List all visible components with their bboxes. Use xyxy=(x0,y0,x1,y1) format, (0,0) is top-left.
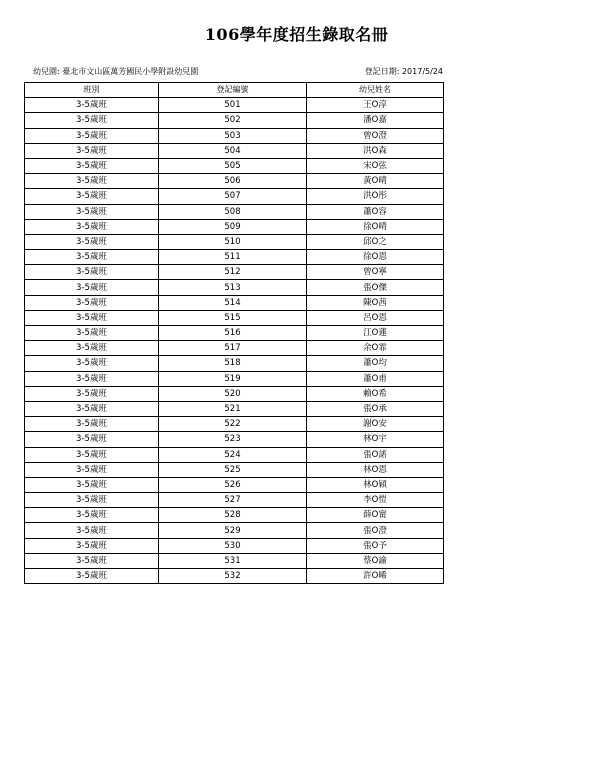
child-name-cell: 蔡O諭 xyxy=(307,553,444,568)
reg-no-cell: 501 xyxy=(159,98,307,113)
document-meta xyxy=(33,66,443,78)
class-cell: 3-5歲班 xyxy=(25,128,159,143)
child-name-cell: 潘O嘉 xyxy=(307,113,444,128)
child-name-cell: 黃O晴 xyxy=(307,174,444,189)
page-title: 106學年度招生錄取名冊 xyxy=(204,25,389,44)
reg-no-cell: 514 xyxy=(159,295,307,310)
child-name-cell: 張O予 xyxy=(307,538,444,553)
reg-no-cell: 513 xyxy=(159,280,307,295)
class-cell: 3-5歲班 xyxy=(25,250,159,265)
reg-no-cell: 510 xyxy=(159,234,307,249)
child-name-cell: 王O淳 xyxy=(307,98,444,113)
table-row xyxy=(25,569,444,584)
class-cell: 3-5歲班 xyxy=(25,553,159,568)
reg-no-cell: 519 xyxy=(159,371,307,386)
table-row xyxy=(25,280,444,295)
reg-no-cell: 530 xyxy=(159,538,307,553)
reg-no-cell: 532 xyxy=(159,569,307,584)
child-name-cell: 徐O恩 xyxy=(307,250,444,265)
class-cell: 3-5歲班 xyxy=(25,326,159,341)
table-row xyxy=(25,493,444,508)
reg-no-cell: 502 xyxy=(159,113,307,128)
class-cell: 3-5歲班 xyxy=(25,234,159,249)
child-name-cell: 張O澄 xyxy=(307,523,444,538)
child-name-cell: 李O愷 xyxy=(307,493,444,508)
child-name-cell: 蕭O容 xyxy=(307,204,444,219)
table-row xyxy=(25,371,444,386)
reg-no-cell: 503 xyxy=(159,128,307,143)
child-name-cell: 洪O彤 xyxy=(307,189,444,204)
class-cell: 3-5歲班 xyxy=(25,493,159,508)
child-name-cell: 呂O恩 xyxy=(307,310,444,325)
child-name-cell: 江O蓮 xyxy=(307,326,444,341)
table-row xyxy=(25,189,444,204)
child-name-cell: 林O恩 xyxy=(307,462,444,477)
class-cell: 3-5歲班 xyxy=(25,477,159,492)
table-row xyxy=(25,310,444,325)
class-cell: 3-5歲班 xyxy=(25,280,159,295)
table-row xyxy=(25,204,444,219)
table-row xyxy=(25,477,444,492)
table-body xyxy=(25,98,444,584)
table-row xyxy=(25,250,444,265)
reg-no-cell: 507 xyxy=(159,189,307,204)
table-row xyxy=(25,341,444,356)
child-name-cell: 徐O晴 xyxy=(307,219,444,234)
table-row xyxy=(25,417,444,432)
child-name-cell: 蕭O均 xyxy=(307,356,444,371)
child-name-cell: 邱O之 xyxy=(307,234,444,249)
reg-no-cell: 506 xyxy=(159,174,307,189)
reg-no-cell: 508 xyxy=(159,204,307,219)
table-row xyxy=(25,295,444,310)
table-row xyxy=(25,174,444,189)
class-cell: 3-5歲班 xyxy=(25,356,159,371)
table-row xyxy=(25,128,444,143)
class-cell: 3-5歲班 xyxy=(25,98,159,113)
table-row xyxy=(25,386,444,401)
reg-no-cell: 520 xyxy=(159,386,307,401)
table-row xyxy=(25,234,444,249)
reg-no-cell: 531 xyxy=(159,553,307,568)
table-row xyxy=(25,326,444,341)
child-name-cell: 洪O森 xyxy=(307,143,444,158)
reg-no-cell: 526 xyxy=(159,477,307,492)
class-cell: 3-5歲班 xyxy=(25,432,159,447)
reg-no-cell: 511 xyxy=(159,250,307,265)
reg-no-cell: 505 xyxy=(159,158,307,173)
table-row xyxy=(25,538,444,553)
reg-no-cell: 527 xyxy=(159,493,307,508)
reg-no-cell: 523 xyxy=(159,432,307,447)
class-cell: 3-5歲班 xyxy=(25,143,159,158)
class-cell: 3-5歲班 xyxy=(25,204,159,219)
child-name-cell: 張O諾 xyxy=(307,447,444,462)
registration-date: 登記日期: 2017/5/24 xyxy=(364,67,443,76)
reg-no-cell: 504 xyxy=(159,143,307,158)
column-header-reg-no: 登記編號 xyxy=(159,83,307,98)
table-row xyxy=(25,432,444,447)
class-cell: 3-5歲班 xyxy=(25,113,159,128)
child-name-cell: 余O霏 xyxy=(307,341,444,356)
school-label: 幼兒園: 臺北市文山區萬芳國民小學附設幼兒園 xyxy=(33,67,199,76)
column-header-class: 班別 xyxy=(25,83,159,98)
reg-no-cell: 522 xyxy=(159,417,307,432)
table-row xyxy=(25,401,444,416)
class-cell: 3-5歲班 xyxy=(25,447,159,462)
child-name-cell: 許O晞 xyxy=(307,569,444,584)
child-name-cell: 張O傑 xyxy=(307,280,444,295)
reg-no-cell: 509 xyxy=(159,219,307,234)
reg-no-cell: 521 xyxy=(159,401,307,416)
admission-table xyxy=(24,82,444,584)
class-cell: 3-5歲班 xyxy=(25,219,159,234)
class-cell: 3-5歲班 xyxy=(25,265,159,280)
child-name-cell: 謝O安 xyxy=(307,417,444,432)
class-cell: 3-5歲班 xyxy=(25,158,159,173)
child-name-cell: 林O穎 xyxy=(307,477,444,492)
table-row xyxy=(25,462,444,477)
class-cell: 3-5歲班 xyxy=(25,371,159,386)
class-cell: 3-5歲班 xyxy=(25,295,159,310)
table-row xyxy=(25,508,444,523)
class-cell: 3-5歲班 xyxy=(25,569,159,584)
table-row xyxy=(25,356,444,371)
column-header-child-name: 幼兒姓名 xyxy=(307,83,444,98)
class-cell: 3-5歲班 xyxy=(25,310,159,325)
class-cell: 3-5歲班 xyxy=(25,523,159,538)
child-name-cell: 陳O茜 xyxy=(307,295,444,310)
reg-no-cell: 524 xyxy=(159,447,307,462)
class-cell: 3-5歲班 xyxy=(25,189,159,204)
table-row xyxy=(25,265,444,280)
child-name-cell: 曾O寧 xyxy=(307,265,444,280)
child-name-cell: 曾O澄 xyxy=(307,128,444,143)
table-row xyxy=(25,98,444,113)
table-row xyxy=(25,113,444,128)
reg-no-cell: 515 xyxy=(159,310,307,325)
reg-no-cell: 518 xyxy=(159,356,307,371)
class-cell: 3-5歲班 xyxy=(25,538,159,553)
reg-no-cell: 525 xyxy=(159,462,307,477)
reg-no-cell: 529 xyxy=(159,523,307,538)
child-name-cell: 賴O希 xyxy=(307,386,444,401)
class-cell: 3-5歲班 xyxy=(25,508,159,523)
child-name-cell: 張O承 xyxy=(307,401,444,416)
class-cell: 3-5歲班 xyxy=(25,341,159,356)
table-row xyxy=(25,523,444,538)
child-name-cell: 薛O甯 xyxy=(307,508,444,523)
class-cell: 3-5歲班 xyxy=(25,417,159,432)
child-name-cell: 蕭O甫 xyxy=(307,371,444,386)
table-row xyxy=(25,143,444,158)
table-row xyxy=(25,447,444,462)
class-cell: 3-5歲班 xyxy=(25,174,159,189)
class-cell: 3-5歲班 xyxy=(25,462,159,477)
table-header-row xyxy=(25,83,444,98)
class-cell: 3-5歲班 xyxy=(25,386,159,401)
child-name-cell: 林O宇 xyxy=(307,432,444,447)
reg-no-cell: 517 xyxy=(159,341,307,356)
reg-no-cell: 512 xyxy=(159,265,307,280)
table-row xyxy=(25,219,444,234)
reg-no-cell: 528 xyxy=(159,508,307,523)
child-name-cell: 宋O弦 xyxy=(307,158,444,173)
table-row xyxy=(25,158,444,173)
reg-no-cell: 516 xyxy=(159,326,307,341)
class-cell: 3-5歲班 xyxy=(25,401,159,416)
table-row xyxy=(25,553,444,568)
